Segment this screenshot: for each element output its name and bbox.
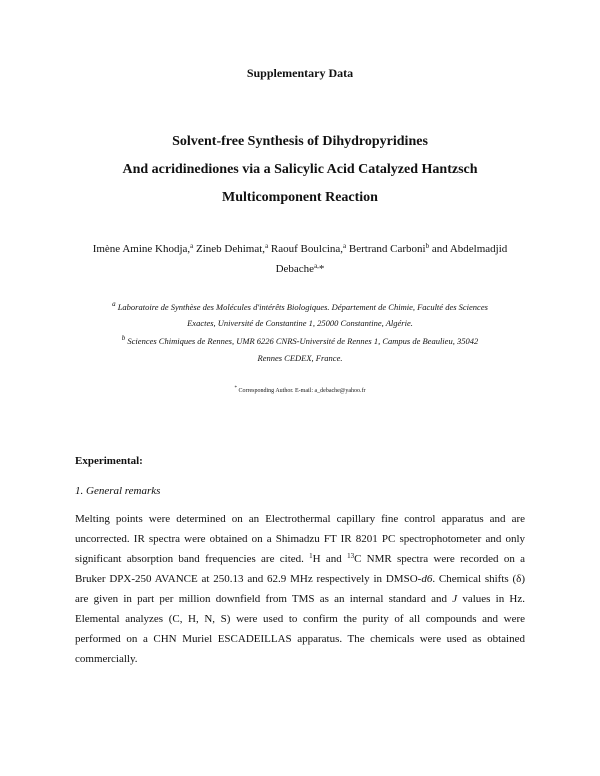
affiliation-marker: a,: [314, 262, 319, 270]
affiliation-a-marker: a: [112, 300, 116, 308]
affiliation-b-marker: b: [121, 334, 126, 342]
affiliation-b-line-1: $^b$ Sciences Chimiques de Rennes, UMR 6226 CNRS-Université de Rennes 1, Campus de Beaulieu, 35042: [121, 334, 479, 346]
experimental-heading: Experimental:: [75, 455, 143, 467]
author-list-continued: [0, 263, 600, 275]
body-line-2: uncorrected. IR spectra were obtained on a Shimadzu FT IR 8201 PC spectrophotometer and only: [75, 533, 525, 545]
corresponding-marker: *: [234, 386, 237, 391]
supplementary-data-header: Supplementary Data: [246, 66, 354, 80]
title-line-3: Multicomponent Reaction: [222, 190, 378, 205]
body-line-4: Bruker DPX-250 AVANCE at 250.13 and 62.9 MHz respectively in DMSO-d6. Chemical shifts (δ): [75, 573, 525, 585]
title-line-2: And acridinediones via a Salicylic Acid Catalyzed Hantzsch: [122, 162, 478, 177]
body-line-6: Elemental analyzes (C, H, N, S) were used to confirm the purity of all compounds and were: [75, 613, 525, 625]
corresponding-star: *: [318, 263, 325, 275]
author-name: Raouf Boulcina,: [268, 243, 344, 255]
affiliation-marker: a: [190, 242, 194, 250]
affiliation-marker: a: [343, 242, 347, 250]
author-name: Debache: [275, 263, 315, 275]
author-list: [0, 243, 600, 255]
corresponding-author-note: [0, 388, 600, 394]
author-name: Imène Amine Khodja,: [92, 243, 191, 255]
affiliation-marker: a: [265, 242, 269, 250]
author-name: Bertrand Carboni: [346, 243, 426, 255]
body-line-7: performed on a CHN Muriel ESCADEILLAS apparatus. The chemicals were used as obtained: [75, 633, 525, 645]
affiliation-marker: b: [425, 242, 430, 250]
title-line-1: Solvent-free Synthesis of Dihydropyridines: [172, 134, 428, 149]
body-line-1: Melting points were determined on an Electrothermal capillary fine control apparatus and are: [75, 513, 525, 525]
general-remarks-heading: 1. General remarks: [75, 485, 161, 497]
body-line-8: commercially.: [75, 653, 138, 665]
corresponding-email: Corresponding Author. E-mail: a_debache@yahoo.fr: [238, 388, 366, 394]
affiliation-a-line-2: Exactes, Université de Constantine 1, 25000 Constantine, Algérie.: [187, 318, 413, 328]
body-line-3: significant absorption band frequencies are cited. $^1$H and $^{13}$C NMR spectra were recorded on a: [75, 552, 525, 565]
affiliation-a-line-1: $^a$ Laboratoire de Synthèse des Molécules d'intérêts Biologiques. Département de Chimie, Faculté des Sciences: [112, 300, 488, 312]
affiliation-b-line-2: Rennes CEDEX, France.: [257, 353, 343, 363]
author-name: Zineb Dehimat,: [193, 243, 266, 255]
author-name: and Abdelmadjid: [429, 243, 508, 255]
body-line-5: are given in part per million downfield from TMS as an internal standard and J values in Hz.: [75, 593, 526, 605]
